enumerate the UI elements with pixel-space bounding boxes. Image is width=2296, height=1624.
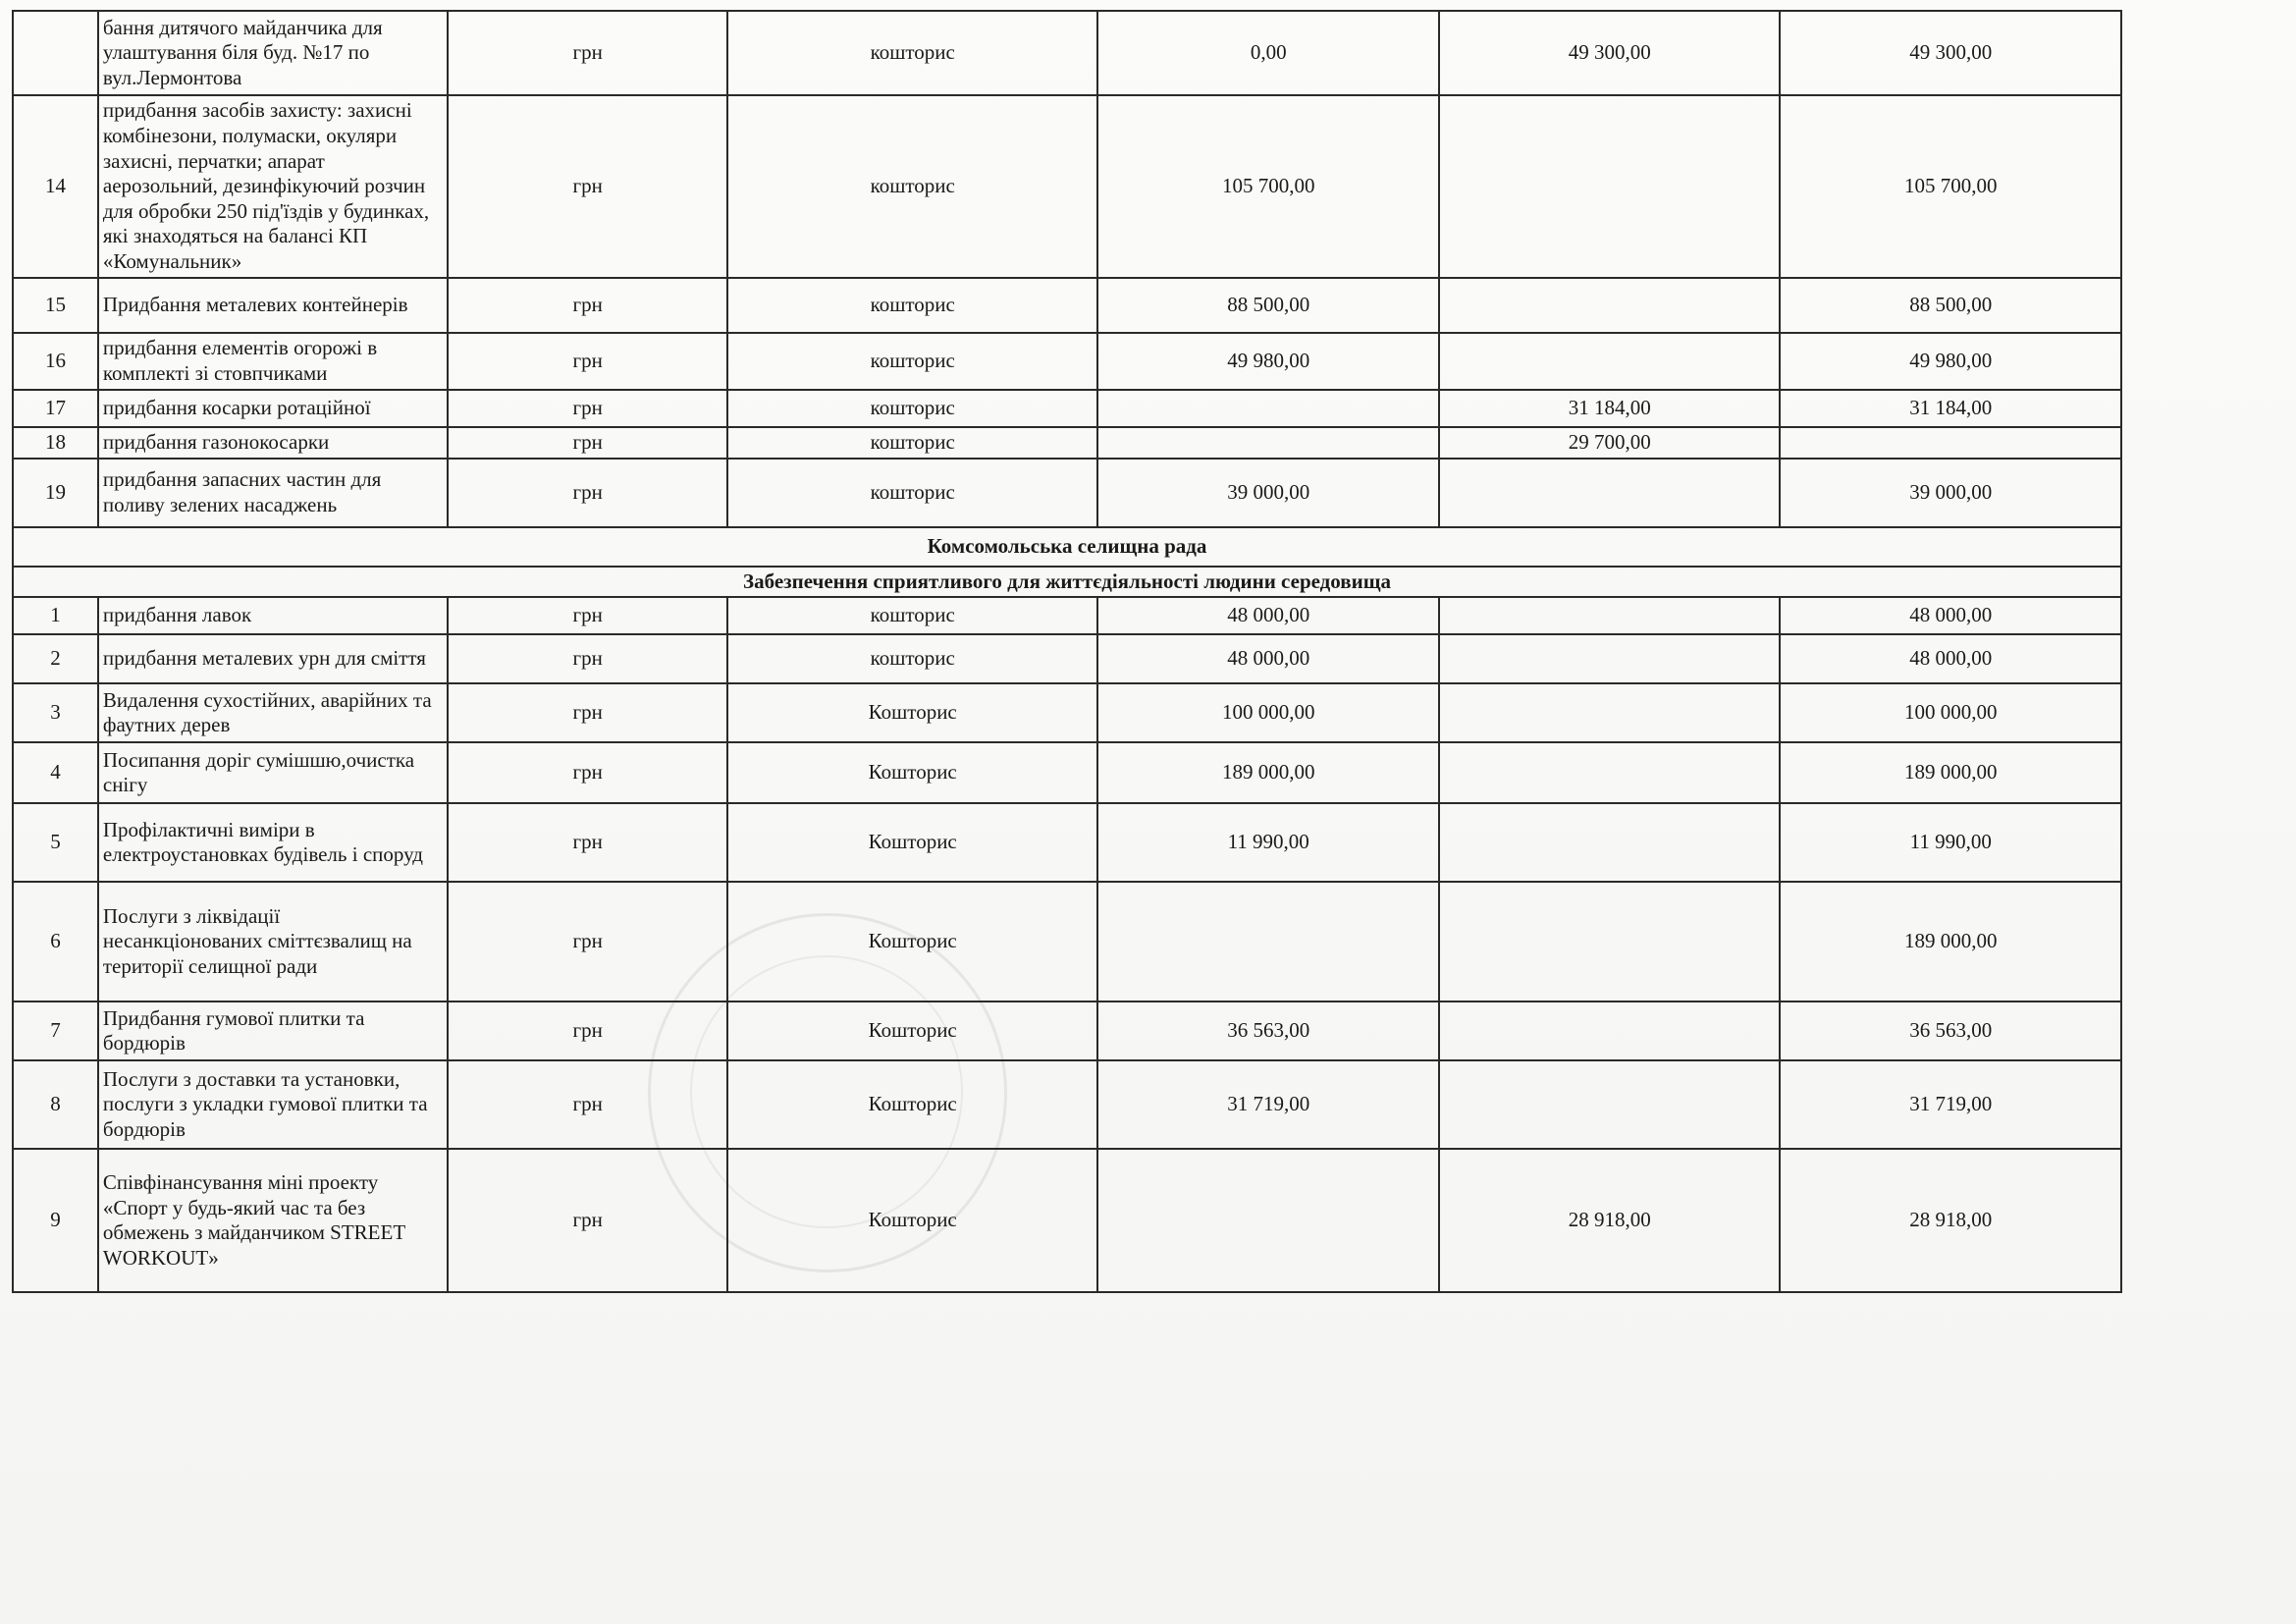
table-row (13, 597, 2121, 634)
row-number: 7 (13, 1001, 98, 1060)
row-unit: грн (448, 597, 727, 634)
row-name: придбання газонокосарки (98, 427, 449, 459)
row-source: Кошторис (727, 882, 1097, 1001)
row-value-3: 48 000,00 (1780, 597, 2121, 634)
row-source: кошторис (727, 11, 1097, 95)
row-value-2 (1439, 459, 1781, 527)
table-row (13, 390, 2121, 427)
row-value-1: 48 000,00 (1097, 634, 1439, 683)
row-source: Кошторис (727, 742, 1097, 803)
row-source: Кошторис (727, 1149, 1097, 1292)
table-row (13, 1001, 2121, 1060)
row-source: Кошторис (727, 1060, 1097, 1149)
table-row (13, 882, 2121, 1001)
row-value-2: 29 700,00 (1439, 427, 1781, 459)
section-title-environment: Забезпечення сприятливого для життєдіяльності людини середовища (13, 567, 2121, 598)
row-value-1: 49 980,00 (1097, 333, 1439, 390)
row-number: 17 (13, 390, 98, 427)
row-value-3: 189 000,00 (1780, 882, 2121, 1001)
row-name: Послуги з доставки та установки, послуги з укладки гумової плитки та бордюрів (98, 1060, 449, 1149)
row-value-3: 36 563,00 (1780, 1001, 2121, 1060)
row-number: 5 (13, 803, 98, 882)
row-number: 9 (13, 1149, 98, 1292)
row-unit: грн (448, 427, 727, 459)
row-unit: грн (448, 882, 727, 1001)
row-value-2 (1439, 95, 1781, 278)
row-source: кошторис (727, 459, 1097, 527)
row-value-2 (1439, 597, 1781, 634)
row-value-1: 31 719,00 (1097, 1060, 1439, 1149)
row-name: Посипання доріг сумішшю,очистка снігу (98, 742, 449, 803)
table-row (13, 803, 2121, 882)
row-value-1: 11 990,00 (1097, 803, 1439, 882)
table-row (13, 1149, 2121, 1292)
row-number: 16 (13, 333, 98, 390)
row-value-3: 49 980,00 (1780, 333, 2121, 390)
row-name: придбання лавок (98, 597, 449, 634)
row-value-1 (1097, 427, 1439, 459)
row-name: придбання засобів захисту: захисні комбінезони, полумаски, окуляри захисні, перчатки; апарат аерозольний, дезинфікуючий розчин для обробки 250 під'їздів у будинках, які знаходяться на балансі КП «Комунальник» (98, 95, 449, 278)
row-value-1: 0,00 (1097, 11, 1439, 95)
row-value-3: 31 184,00 (1780, 390, 2121, 427)
row-name: Послуги з ліквідації несанкціонованих сміттєзвалищ на території селищної ради (98, 882, 449, 1001)
row-unit: грн (448, 390, 727, 427)
row-unit: грн (448, 803, 727, 882)
row-number: 18 (13, 427, 98, 459)
row-value-1: 105 700,00 (1097, 95, 1439, 278)
row-unit: грн (448, 459, 727, 527)
row-unit: грн (448, 95, 727, 278)
row-value-1: 88 500,00 (1097, 278, 1439, 333)
row-unit: грн (448, 1060, 727, 1149)
table-row (13, 278, 2121, 333)
row-value-1: 100 000,00 (1097, 683, 1439, 742)
row-unit: грн (448, 742, 727, 803)
row-name: Співфінансування міні проекту «Спорт у будь-який час та без обмежень з майданчиком STREET WORKOUT» (98, 1149, 449, 1292)
row-value-1: 36 563,00 (1097, 1001, 1439, 1060)
row-unit: грн (448, 11, 727, 95)
row-value-1: 39 000,00 (1097, 459, 1439, 527)
row-value-2 (1439, 742, 1781, 803)
row-source: кошторис (727, 597, 1097, 634)
row-name: придбання косарки ротаційної (98, 390, 449, 427)
row-number: 6 (13, 882, 98, 1001)
budget-table (12, 10, 2122, 1293)
row-value-2 (1439, 1001, 1781, 1060)
row-value-2: 49 300,00 (1439, 11, 1781, 95)
row-value-3: 49 300,00 (1780, 11, 2121, 95)
row-source: кошторис (727, 278, 1097, 333)
row-unit: грн (448, 278, 727, 333)
row-value-3: 100 000,00 (1780, 683, 2121, 742)
row-value-2: 28 918,00 (1439, 1149, 1781, 1292)
row-value-3: 11 990,00 (1780, 803, 2121, 882)
row-name: бання дитячого майданчика для улаштування біля буд. №17 по вул.Лермонтова (98, 11, 449, 95)
row-value-3: 31 719,00 (1780, 1060, 2121, 1149)
row-value-1 (1097, 882, 1439, 1001)
table-row (13, 1060, 2121, 1149)
row-source: кошторис (727, 390, 1097, 427)
row-value-3: 48 000,00 (1780, 634, 2121, 683)
row-number: 4 (13, 742, 98, 803)
row-value-1: 48 000,00 (1097, 597, 1439, 634)
row-name: придбання елементів огорожі в комплекті зі стовпчиками (98, 333, 449, 390)
row-source: кошторис (727, 427, 1097, 459)
row-value-3: 189 000,00 (1780, 742, 2121, 803)
row-unit: грн (448, 683, 727, 742)
row-number: 1 (13, 597, 98, 634)
row-name: Видалення сухостійних, аварійних та фаутних дерев (98, 683, 449, 742)
row-value-2: 31 184,00 (1439, 390, 1781, 427)
row-name: Придбання гумової плитки та бордюрів (98, 1001, 449, 1060)
table-row (13, 459, 2121, 527)
row-name: придбання запасних частин для поливу зелених насаджень (98, 459, 449, 527)
row-source: кошторис (727, 95, 1097, 278)
row-name: Профілактичні виміри в електроустановках будівель і споруд (98, 803, 449, 882)
row-value-3: 88 500,00 (1780, 278, 2121, 333)
row-number: 19 (13, 459, 98, 527)
section-title-council: Комсомольська селищна рада (13, 527, 2121, 567)
row-value-2 (1439, 882, 1781, 1001)
row-unit: грн (448, 1149, 727, 1292)
row-value-2 (1439, 278, 1781, 333)
row-value-3 (1780, 427, 2121, 459)
row-source: Кошторис (727, 803, 1097, 882)
row-value-2 (1439, 683, 1781, 742)
row-number (13, 11, 98, 95)
row-value-2 (1439, 1060, 1781, 1149)
row-source: Кошторис (727, 683, 1097, 742)
row-source: Кошторис (727, 1001, 1097, 1060)
table-row (13, 742, 2121, 803)
row-unit: грн (448, 1001, 727, 1060)
row-value-2 (1439, 634, 1781, 683)
section-header-row (13, 527, 2121, 567)
table-row (13, 95, 2121, 278)
table-row (13, 11, 2121, 95)
row-value-3: 105 700,00 (1780, 95, 2121, 278)
row-name: Придбання металевих контейнерів (98, 278, 449, 333)
row-value-1: 189 000,00 (1097, 742, 1439, 803)
row-value-3: 39 000,00 (1780, 459, 2121, 527)
table-row (13, 427, 2121, 459)
row-value-1 (1097, 1149, 1439, 1292)
row-value-3: 28 918,00 (1780, 1149, 2121, 1292)
row-number: 14 (13, 95, 98, 278)
row-number: 2 (13, 634, 98, 683)
section-header-row (13, 567, 2121, 598)
row-source: кошторис (727, 634, 1097, 683)
row-number: 3 (13, 683, 98, 742)
row-unit: грн (448, 333, 727, 390)
row-value-1 (1097, 390, 1439, 427)
row-name: придбання металевих урн для сміття (98, 634, 449, 683)
row-number: 15 (13, 278, 98, 333)
row-source: кошторис (727, 333, 1097, 390)
row-value-2 (1439, 333, 1781, 390)
table-row (13, 634, 2121, 683)
table-row (13, 333, 2121, 390)
table-row (13, 683, 2121, 742)
row-number: 8 (13, 1060, 98, 1149)
row-unit: грн (448, 634, 727, 683)
row-value-2 (1439, 803, 1781, 882)
